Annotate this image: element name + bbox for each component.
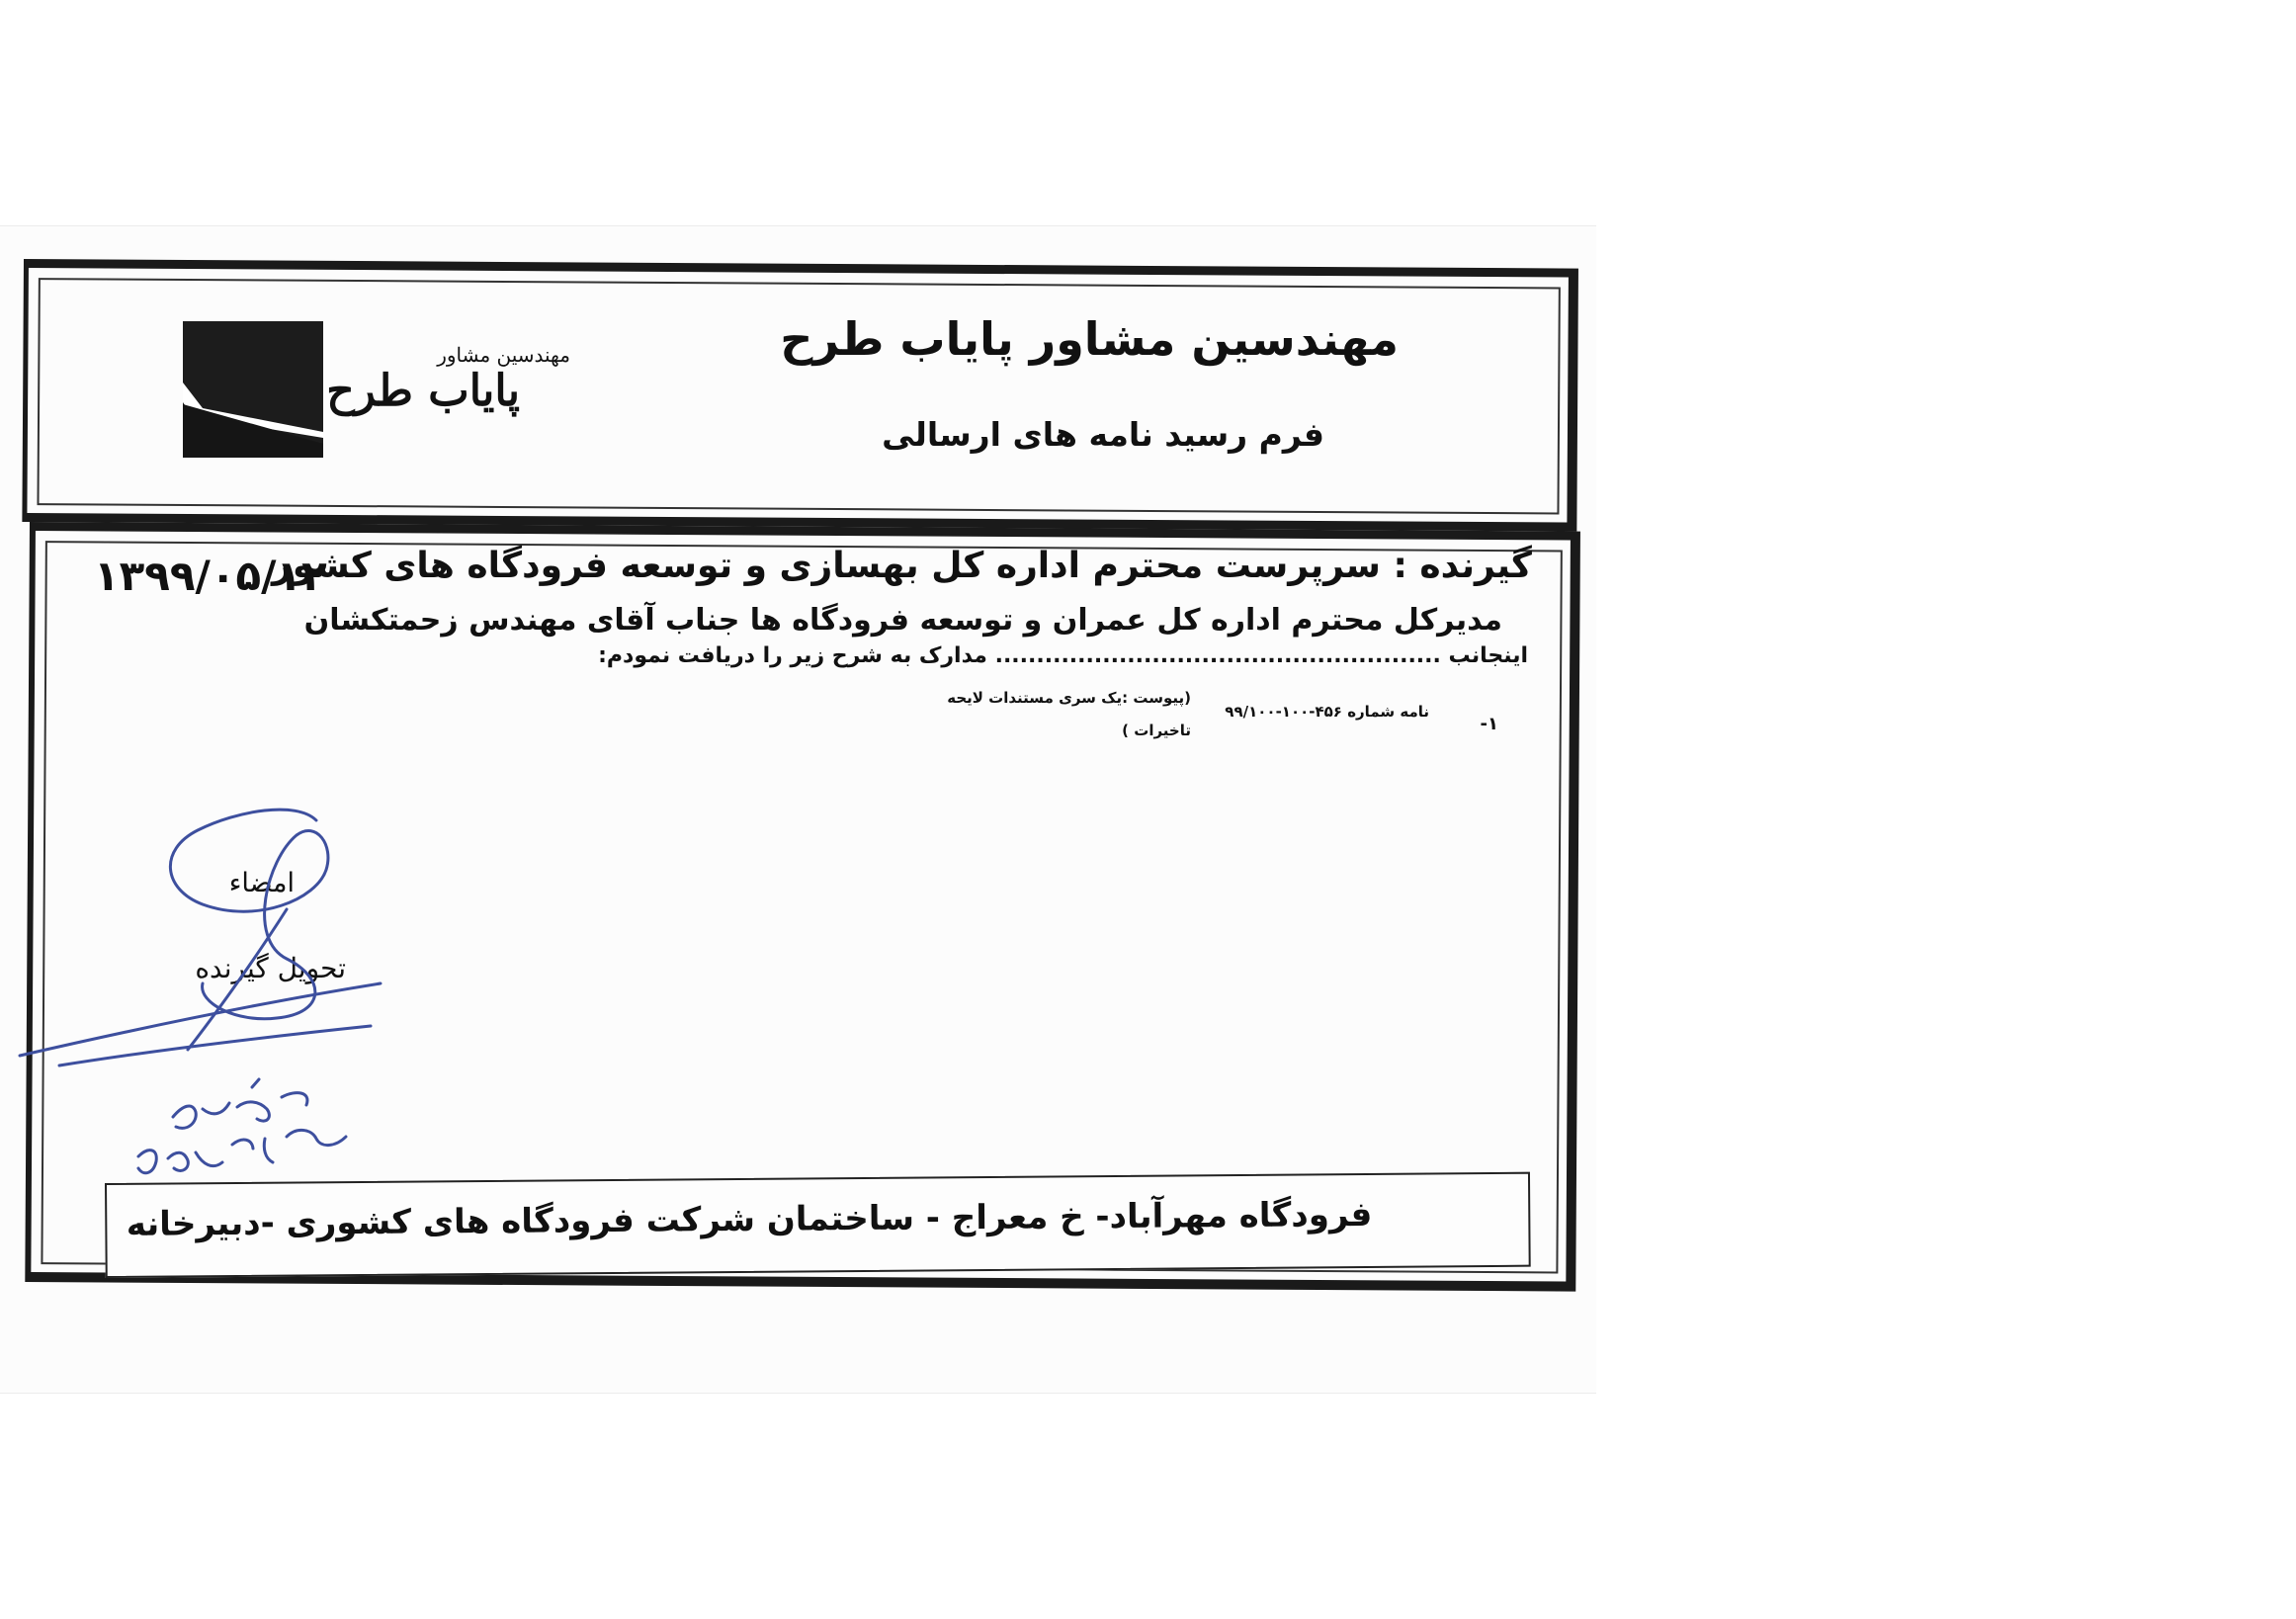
signature-label: امضاء — [228, 868, 295, 898]
item-letter-reference: نامه شماره ۴۵۶-۱۰۰-۹۹/۱۰۰ — [1225, 703, 1429, 721]
handwritten-signature — [0, 791, 415, 1206]
logo-title: پایاب طرح — [326, 366, 520, 416]
footer-frame — [105, 1172, 1531, 1278]
recipient-line-2: مدیرکل محترم اداره کل عمران و توسعه فرودگاه ها جناب آقای مهندس زحمتکشان — [303, 603, 1502, 638]
company-name-heading: مهندسین مشاور پایاب طرح — [780, 312, 1399, 366]
footer-address: فرودگاه مهرآباد- خ معراج - ساختمان شرکت فرودگاه های کشوری -دبیرخانه — [126, 1194, 1373, 1244]
item-note-line-2: تاخیرات ) — [1122, 722, 1191, 739]
logo-subtitle: مهندسین مشاور — [437, 343, 570, 367]
company-logo-mark — [183, 321, 323, 458]
receiver-label: تحویل گیرنده — [195, 952, 346, 984]
item-note-line-1: (پیوست :یک سری مستندات لایحه — [947, 689, 1191, 707]
recipient-line-1: گیرنده : سرپرست محترم اداره کل بهسازی و توسعه فرودگاه های کشور — [271, 546, 1532, 586]
item-number: ۱- — [1480, 714, 1498, 734]
recipient-line-3: اینجانب ...................................................... مدارک به شرح زیر را دریافت نمودم: — [598, 643, 1528, 668]
letter-date: ۱۳۹۹/۰۵/۱۲ — [94, 552, 327, 600]
form-title: فرم رسید نامه های ارسالی — [882, 415, 1324, 454]
